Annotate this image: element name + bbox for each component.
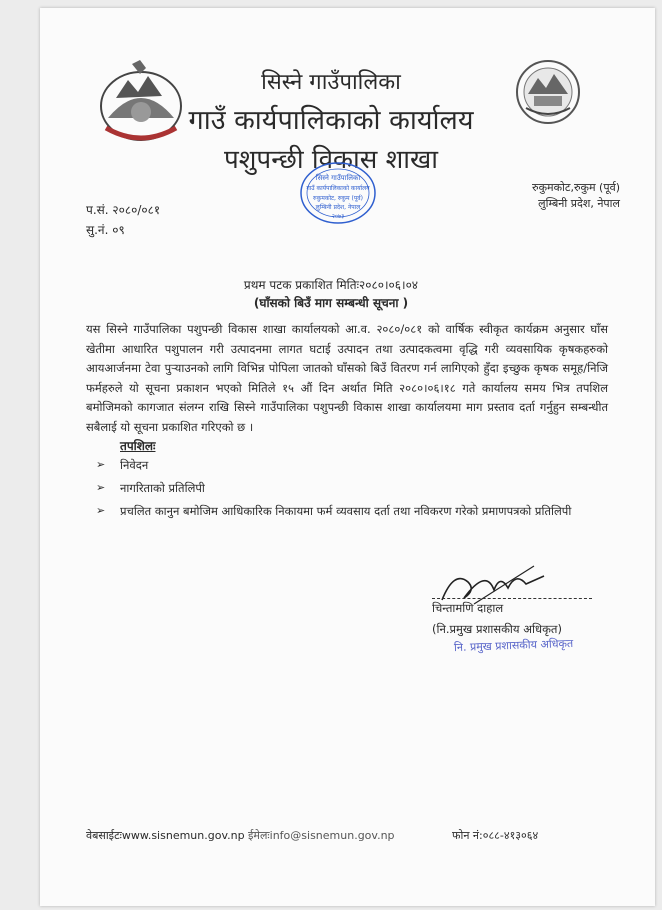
footer-website: वेबसाईटःwww.sisnemun.gov.np: [86, 829, 245, 842]
publication-date: प्रथम पटक प्रकाशित मितिः२०८०।०६।०४: [243, 278, 419, 292]
signatory-designation: (नि.प्रमुख प्रशासकीय अधिकृत): [432, 622, 562, 636]
list-item: [96, 502, 608, 520]
arrow-bullet-icon: ➢: [96, 458, 106, 471]
svg-text:गाउँ कार्यपालिकाको कार्यालय: गाउँ कार्यपालिकाको कार्यालय: [306, 185, 370, 192]
footer-email: ईमेलःinfo@sisnemun.gov.np: [248, 829, 395, 842]
address-line-2: लुम्बिनी प्रदेश, नेपाल: [538, 197, 620, 210]
list-item: [96, 456, 608, 474]
notice-subject: (घाँसको बिउँ माग सम्बन्धी सूचना ): [253, 296, 409, 310]
address-line-1: रुकुमकोट,रुकुम (पूर्व): [532, 181, 620, 194]
annex-title: तपशिलः: [120, 439, 156, 453]
dispatch-number: सु.नं. ०९: [86, 223, 125, 237]
svg-text:लुम्बिनी प्रदेश, नेपाल: लुम्बिनी प्रदेश, नेपाल: [315, 204, 361, 211]
list-item-text: प्रचलित कानुन बमोजिम आधिकारिक निकायमा फर्म व्यवसाय दर्ता तथा नविकरण गरेको प्रमाणपत्रको प्रतिलिपी: [120, 504, 572, 518]
arrow-bullet-icon: ➢: [96, 504, 106, 517]
svg-text:रुकुमकोट, रुकुम (पूर्व): रुकुमकोट, रुकुम (पूर्व): [313, 195, 363, 202]
signatory-name: चिन्तामणि दाहाल: [432, 598, 592, 616]
arrow-bullet-icon: ➢: [96, 481, 106, 494]
annex-list: [96, 456, 608, 525]
list-item: [96, 479, 608, 497]
letter-number: प.सं. २०८०/०८१: [86, 203, 161, 217]
designation-stamp: नि. प्रमुख प्रशासकीय अधिकृत: [453, 636, 574, 655]
office-seal-stamp: [298, 160, 378, 226]
svg-text:सिस्ने गाउँपालिका: सिस्ने गाउँपालिका: [315, 174, 361, 182]
office-address: [480, 180, 620, 212]
branch-name: पशुपन्छी विकास शाखा: [223, 145, 439, 175]
svg-text:२०७३: २०७३: [331, 213, 345, 220]
list-item-text: निवेदन: [120, 458, 149, 472]
footer-phone: फोन नं:०८८-४१३०६४: [452, 829, 539, 842]
list-item-text: नागरिताको प्रतिलिपी: [120, 481, 205, 495]
municipality-name: सिस्ने गाउँपालिका: [261, 70, 401, 95]
notice-body: यस सिस्ने गाउँपालिका पशुपन्छी विकास शाखा कार्यालयको आ.व. २०८०/०८१ को वार्षिक स्वीकृत कार्यक्रम अनुसार घाँस खेतीमा आधारित पशुपालन गरी उत्पादनमा लागत घटाई उत्पादन तथा उत्पादकत्वमा वृद्धि गरी व्यवसायिक कृषकहरुको आयआर्जनमा टेवा पुऱ्याउनको लागि विभिन्न पोपिला जातको घाँसको बिउँ वितरण गर्न लागिएको हुँदा इच्छुक कृषक समूह/निजि फर्महरुले यो सूचना प्रकाशन भएको मितिले १५ औं दिन अर्थात मिति २०८०।०६।१८ गते कार्यालय समय भित्र तपशिल बमोजिमको कागजात संलग्न राखि सिस्ने गाउँपालिका पशुपन्छी विकास शाखा कार्यालयमा माग प्रस्ताव दर्ता गर्नुहुन सम्बन्धीत सबैलाई यो सूचना प्रकाशित गरिएको छ ।: [86, 322, 608, 434]
office-name: गाउँ कार्यपालिकाको कार्यालय: [188, 105, 474, 136]
reference-numbers: [86, 200, 160, 240]
